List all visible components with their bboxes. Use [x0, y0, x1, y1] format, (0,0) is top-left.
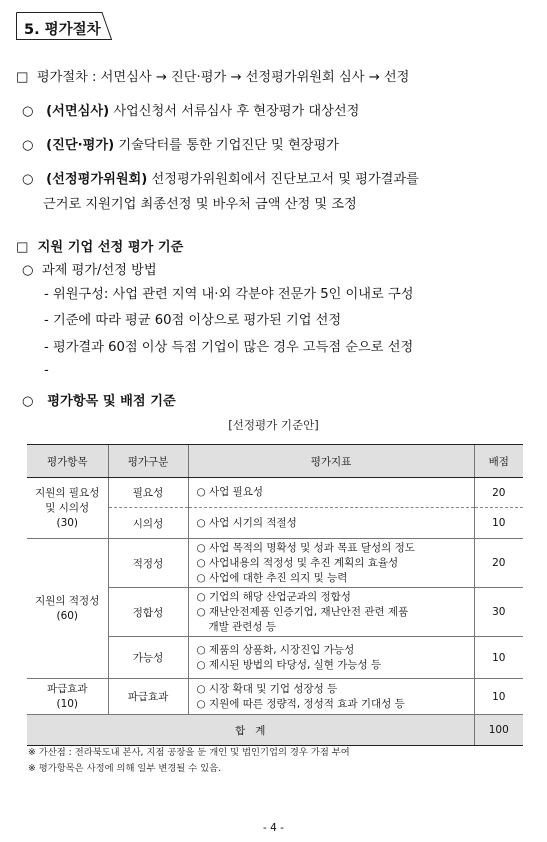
indicator-cell [188, 478, 474, 508]
table-row [27, 679, 523, 715]
dash-item-1: - 위원구성: 사업 관련 지역 내·외 각분야 전문가 5인 이내로 구성 [44, 287, 414, 302]
indicator-cell [188, 679, 474, 715]
header-category: 평가구분 [108, 445, 188, 478]
item-cell: 지원의 필요성 및 시의성 (30) [27, 478, 108, 539]
category-cell: 시의성 [108, 508, 188, 539]
indicator-text: ○ 제품의 상품화, 시장진입 가능성 [196, 643, 355, 656]
score-cell: 10 [474, 637, 523, 679]
indicator-text: ○ 기업의 해당 산업군과의 정합성 [196, 590, 351, 603]
checkbox-marker: □ [16, 240, 29, 255]
table-total-row [27, 715, 523, 746]
table-header-row [27, 445, 523, 478]
category-cell: 필요성 [108, 478, 188, 508]
score-cell: 30 [474, 588, 523, 637]
category-cell: 적정성 [108, 539, 188, 588]
total-score: 100 [474, 715, 523, 746]
score-cell: 20 [474, 478, 523, 508]
indicator-text: ○ 재난안전제품 인증기업, 재난안전 관련 제품 [196, 605, 409, 618]
header-score: 배점 [474, 445, 523, 478]
score-cell: 10 [474, 679, 523, 715]
dash-item-3: - 평가결과 60점 이상 득점 기업이 많은 경우 고득점 순으로 선정 [44, 340, 414, 355]
dash-item-2: - 기준에 따라 평균 60점 이상으로 평가된 기업 선정 [44, 313, 342, 328]
section-title: 5. 평가절차 [24, 22, 101, 38]
item-cell: 지원의 적정성 (60) [27, 539, 108, 679]
indicator-text: 개발 관련성 등 [208, 620, 277, 633]
header-indicator: 평가지표 [188, 445, 474, 478]
indicator-cell [188, 637, 474, 679]
criteria-title: 지원 기업 선정 평가 기준 [37, 240, 184, 255]
total-label: 합 계 [27, 715, 474, 746]
circle-marker: ○ [22, 394, 34, 409]
page-number: - 4 - [263, 822, 284, 834]
indicator-text: ○ 사업에 대한 추진 의지 및 능력 [196, 571, 348, 584]
procedure-item-label: (서면심사) [46, 104, 110, 119]
category-cell: 파급효과 [108, 679, 188, 715]
indicator-cell [188, 508, 474, 539]
indicator-cell [188, 539, 474, 588]
note-bonus: ※ 가산점 : 전라북도내 본사, 지점 공장을 둔 개인 및 법인기업의 경우 가점 부여 [28, 747, 350, 758]
procedure-item-label: (선정평가위원회) [46, 172, 148, 187]
indicator-text: ○ 시장 확대 및 기업 성장성 등 [196, 682, 338, 695]
circle-marker: ○ [22, 172, 34, 187]
scoring-title: 평가항목 및 배점 기준 [47, 394, 176, 409]
indicator-text: ○ 사업 필요성 [196, 486, 264, 498]
procedure-item-text: 기술닥터를 통한 기업진단 및 현장평가 [118, 138, 339, 153]
procedure-item-text: 선정평가위원회에서 진단보고서 및 평가결과를 [151, 172, 419, 187]
indicator-cell [188, 588, 474, 637]
scoring-heading [22, 390, 176, 409]
category-cell: 가능성 [108, 637, 188, 679]
table-caption: [선정평가 기준안] [228, 418, 319, 432]
table-row [27, 539, 523, 588]
circle-marker: ○ [22, 104, 34, 119]
dash-item-4: - [44, 363, 49, 378]
indicator-text: ○ 지원에 따른 정량적, 정성적 효과 기대성 등 [196, 697, 405, 710]
note-change: ※ 평가항목은 사정에 의해 일부 변경될 수 있음. [28, 763, 222, 774]
header-item: 평가항목 [27, 445, 108, 478]
category-cell: 정합성 [108, 588, 188, 637]
procedure-item-3 [22, 168, 536, 187]
score-cell: 20 [474, 539, 523, 588]
procedure-item-2 [22, 134, 339, 153]
procedure-text: 평가절차 : 서면심사 → 진단·평가 → 선정평가위원회 심사 → 선정 [36, 70, 410, 85]
indicator-text: ○ 제시된 방법의 타당성, 실현 가능성 등 [196, 658, 382, 671]
method-text: 과제 평가/선정 방법 [41, 263, 157, 278]
indicator-text: ○ 사업 목적의 명확성 및 성과 목표 달성의 정도 [196, 541, 415, 554]
checkbox-marker: □ [16, 70, 29, 85]
procedure-item-3-cont: 근거로 지원기업 최종선정 및 바우처 금액 산정 및 조정 [43, 197, 357, 212]
score-cell: 10 [474, 508, 523, 539]
item-cell: 파급효과 (10) [27, 679, 108, 715]
criteria-table [27, 444, 523, 746]
criteria-heading [16, 236, 183, 255]
indicator-text: ○ 사업내용의 적정성 및 추진 계획의 효율성 [196, 556, 399, 569]
circle-marker: ○ [22, 138, 34, 153]
procedure-item-1 [22, 100, 359, 119]
procedure-item-text: 사업신청서 서류심사 후 현장평가 대상선정 [113, 104, 360, 119]
table-row [27, 478, 523, 508]
procedure-line [16, 66, 409, 85]
method-line [22, 259, 157, 278]
procedure-item-label: (진단·평가) [46, 138, 115, 153]
circle-marker: ○ [22, 263, 34, 278]
indicator-text: ○ 사업 시기의 적절성 [196, 516, 297, 529]
